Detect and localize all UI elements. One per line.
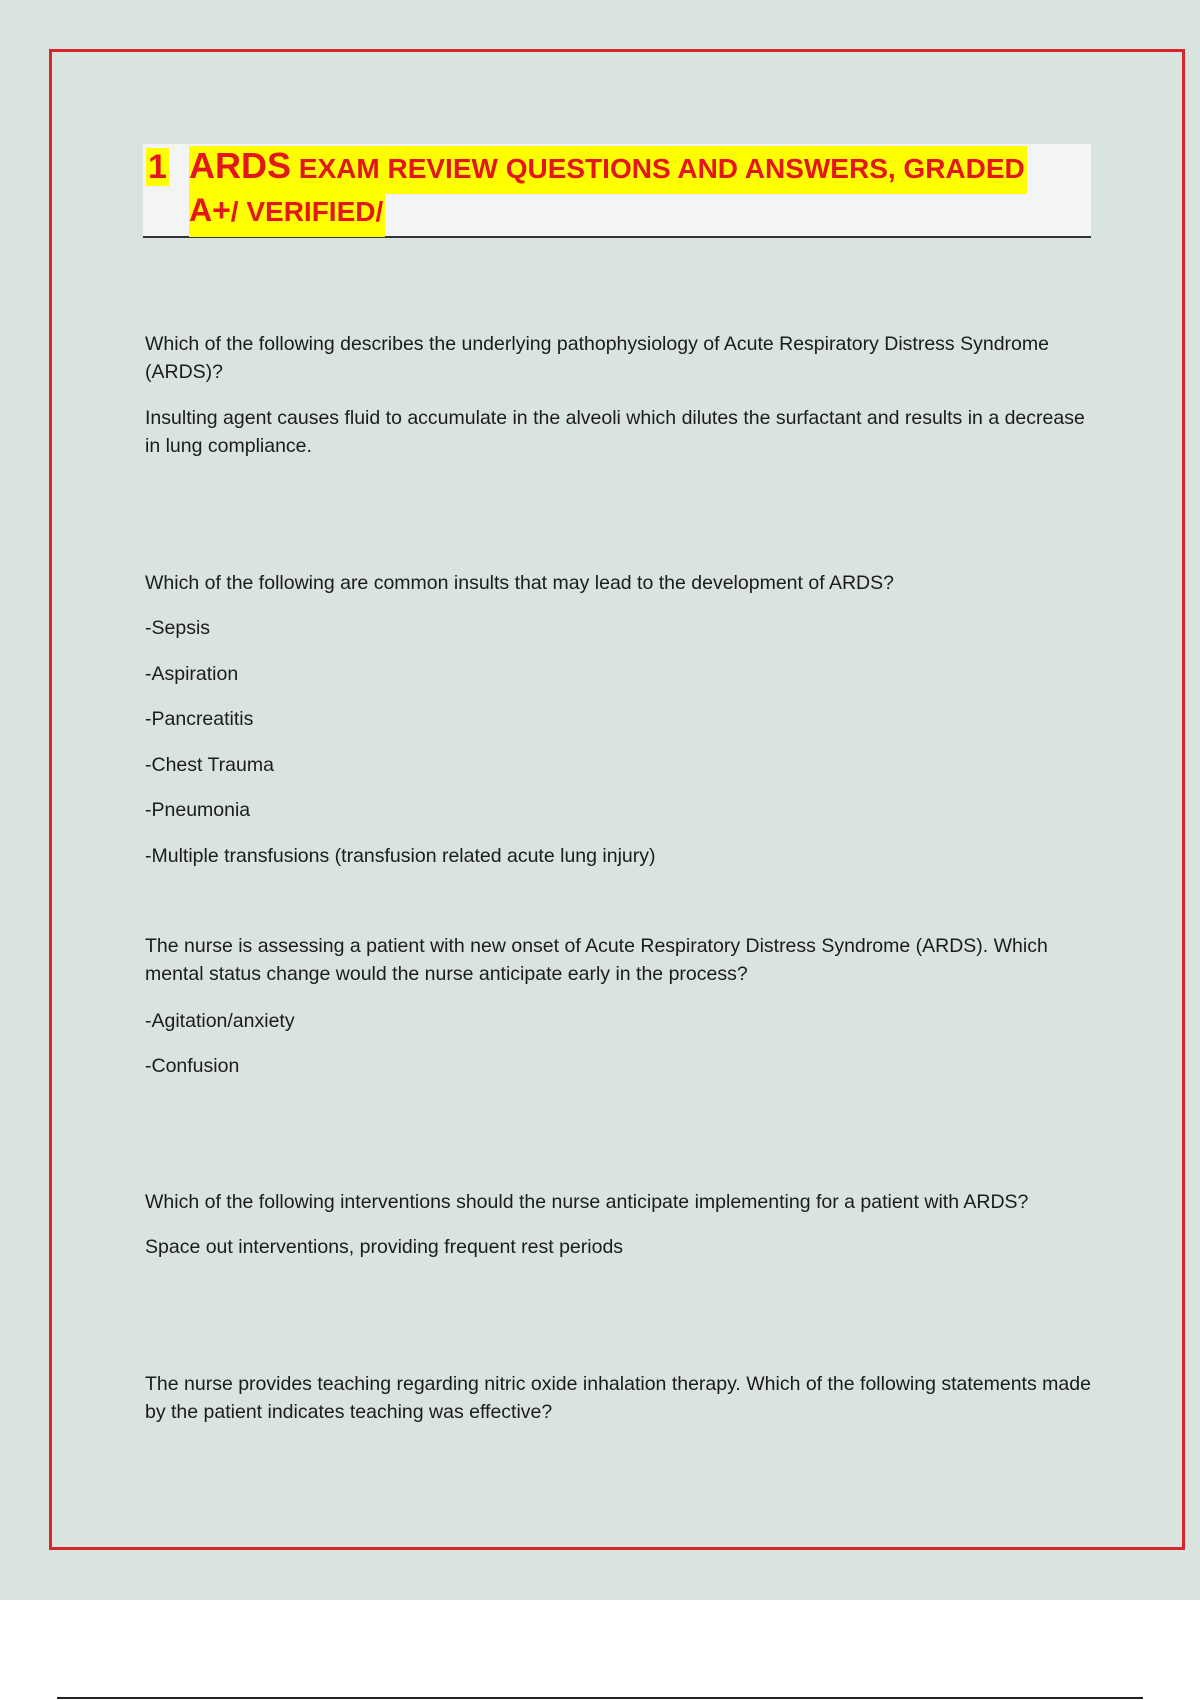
question-text: The nurse is assessing a patient with new onset of Acute Respiratory Distress Syndrome (ARDS). Which mental status change would the nurse anticipate early in the process? [145,935,1048,985]
answer-list-item: -Chest Trauma [145,754,274,776]
question-text: Which of the following are common insults that may lead to the development of ARDS? [145,572,894,594]
answer-1 [145,404,1095,460]
page-title-line-2 [189,190,385,237]
question-1 [145,330,1095,386]
page-title-line-1 [189,146,1027,194]
question-4 [145,1188,1095,1216]
title-a-plus: A+ [189,192,231,228]
answer-list-item: -Sepsis [145,617,211,639]
question-3 [145,932,1095,988]
title-rest: EXAM REVIEW QUESTIONS AND ANSWERS, GRADED [291,153,1025,184]
question-text: Which of the following interventions should the nurse anticipate implementing for a patient with ARDS? [145,1191,1029,1213]
answer-list-item: -Confusion [145,1055,240,1077]
question-text: Which of the following describes the underlying pathophysiology of Acute Respiratory Distress Syndrome (ARDS)? [145,333,1049,383]
title-number: 1 [148,148,167,186]
question-text: The nurse provides teaching regarding nitric oxide inhalation therapy. Which of the following statements made by the patient indicates teaching was effective? [145,1373,1091,1423]
answer-list-item: -Agitation/anxiety [145,1010,295,1032]
answer-text: Space out interventions, providing frequent rest periods [145,1236,624,1258]
answer-list-item: -Pneumonia [145,799,251,821]
answer-4 [145,1233,1095,1261]
answer-text: Insulting agent causes fluid to accumulate in the alveoli which dilutes the surfactant and results in a decrease in lung compliance. [145,407,1085,457]
title-ards: ARDS [189,145,292,186]
answer-list-item: -Aspiration [145,663,239,685]
question-5 [145,1370,1095,1426]
answer-list-item: -Pancreatitis [145,708,254,730]
footer-divider [57,1697,1143,1699]
question-2 [145,569,1095,597]
title-verified: / VERIFIED/ [230,196,384,227]
answer-list-item: -Multiple transfusions (transfusion related acute lung injury) [145,845,656,867]
